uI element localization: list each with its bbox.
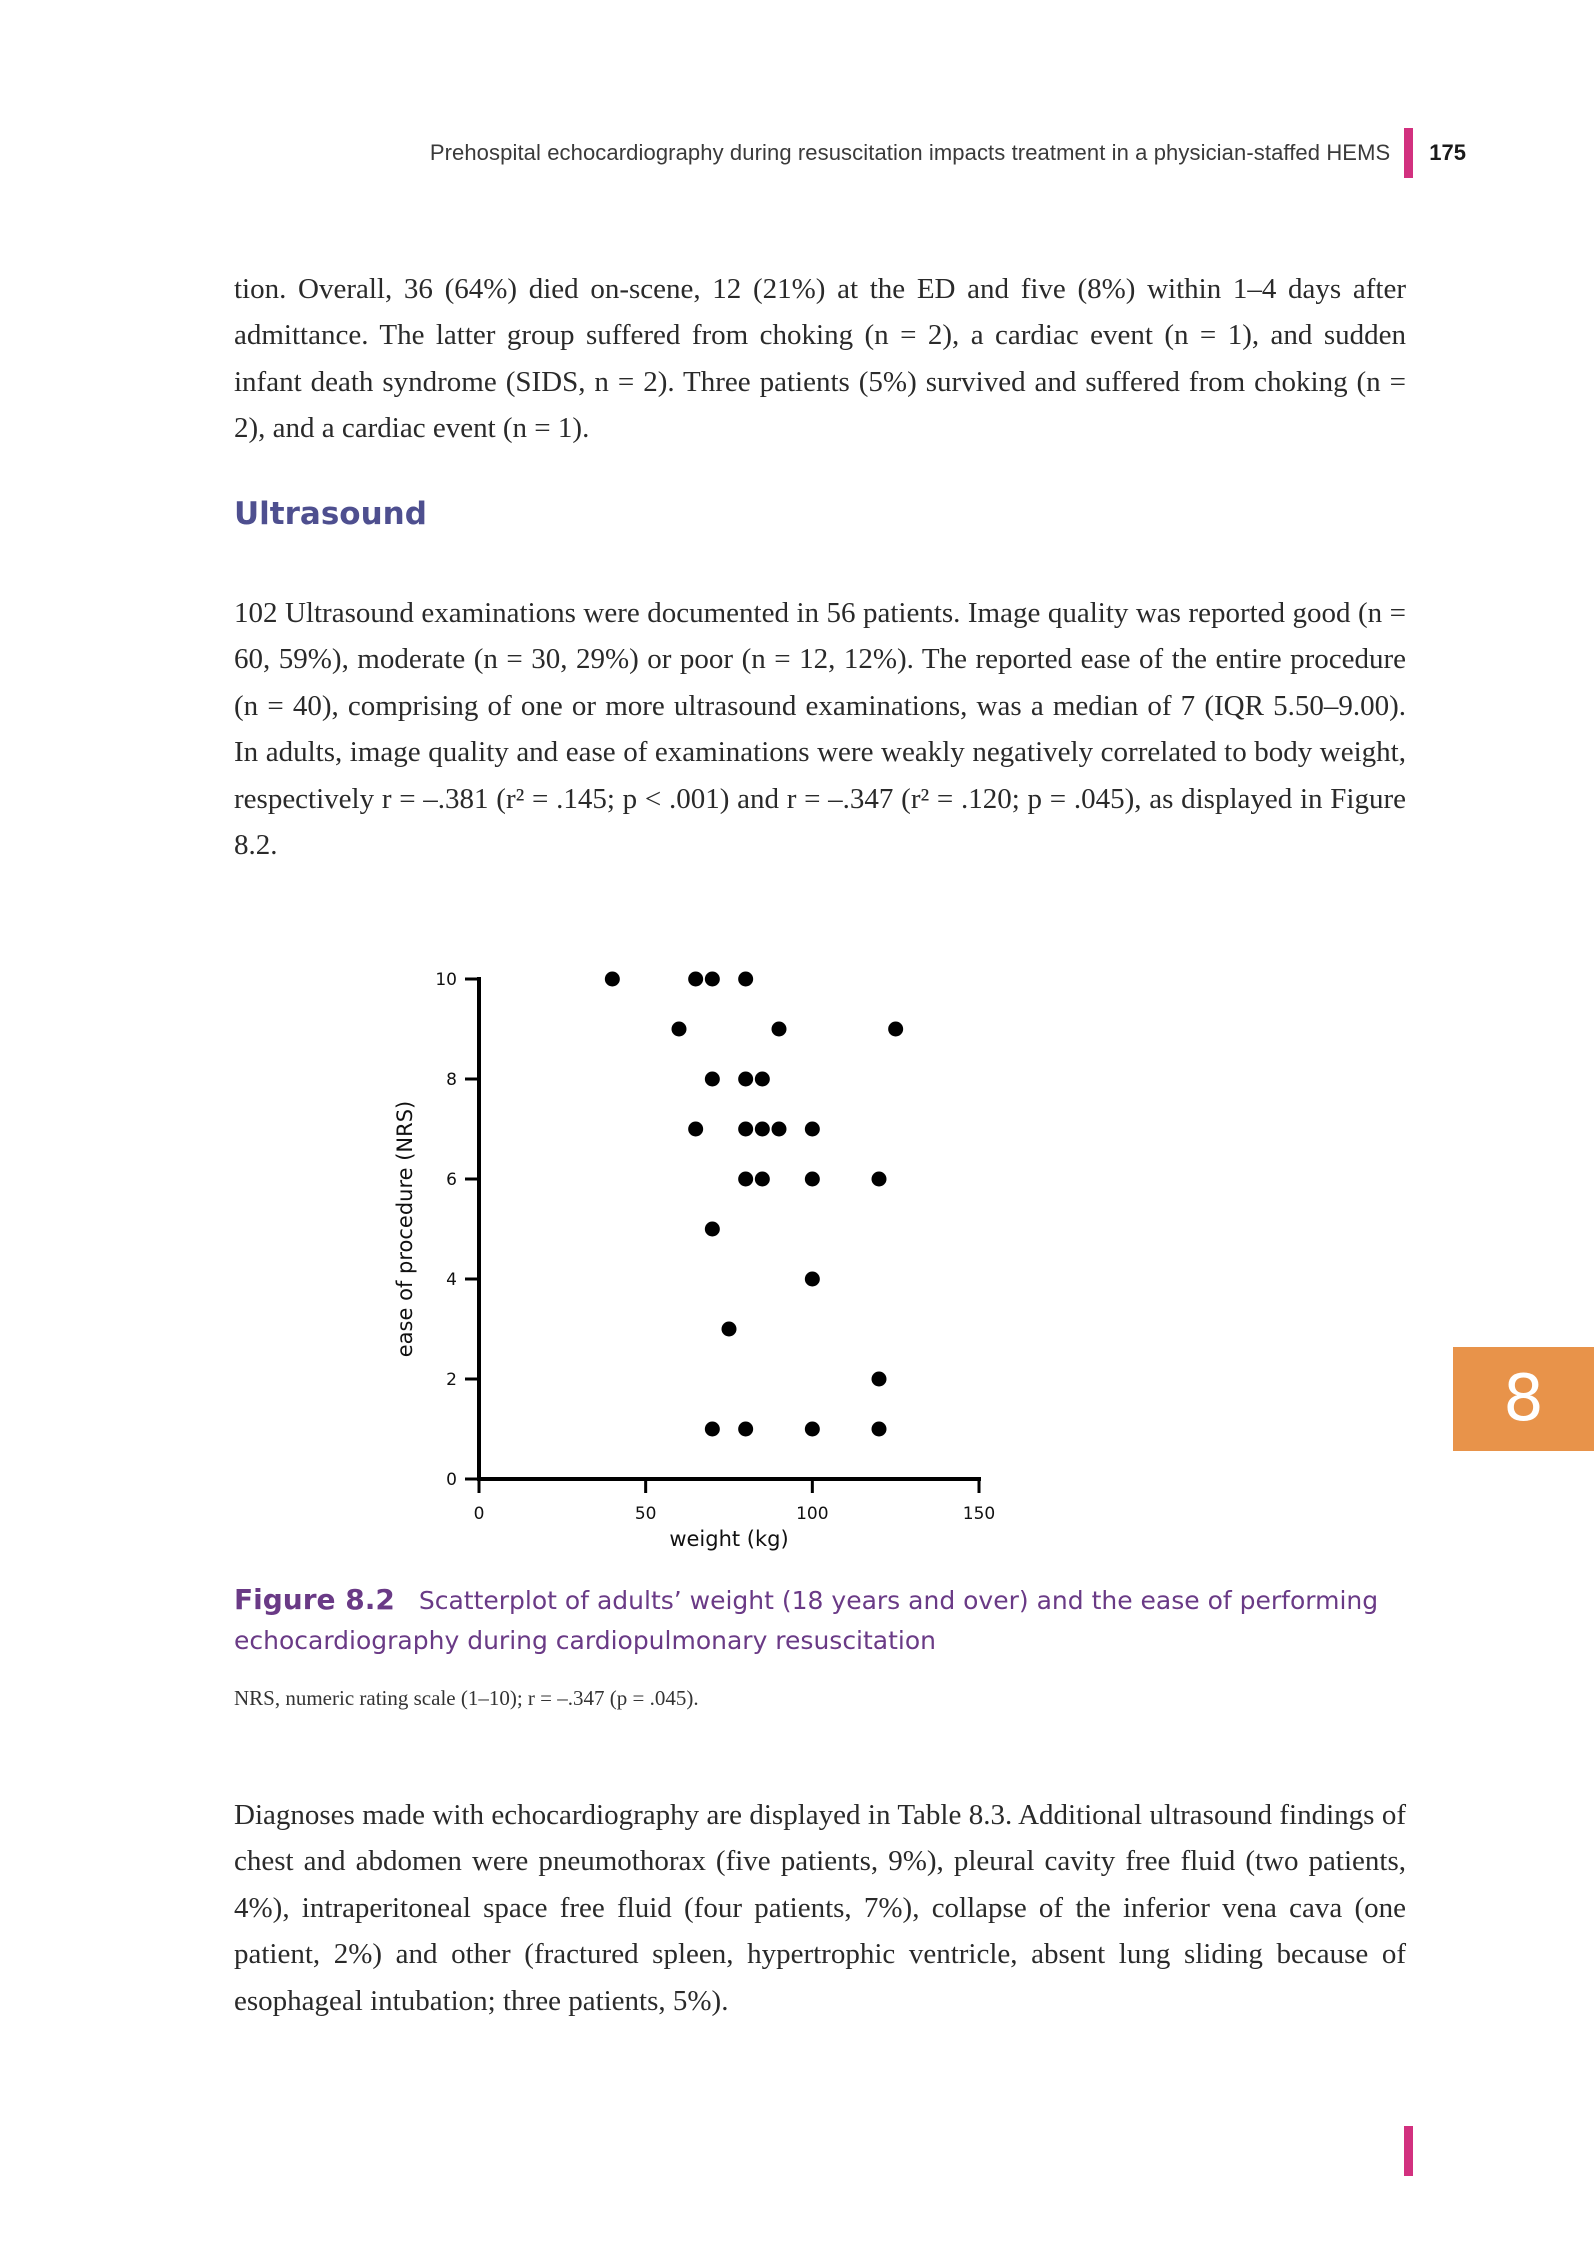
data-point xyxy=(738,1172,753,1187)
data-point xyxy=(688,972,703,987)
data-point xyxy=(705,1222,720,1237)
x-tick-label: 50 xyxy=(634,1504,657,1524)
figure-label: Figure 8.2 xyxy=(234,1583,395,1616)
y-tick-label: 10 xyxy=(435,970,457,990)
scatter-chart xyxy=(370,940,1270,1560)
data-point xyxy=(738,1422,753,1437)
data-point xyxy=(772,1022,787,1037)
data-point xyxy=(755,1072,770,1087)
data-point xyxy=(755,1172,770,1187)
y-tick-label: 0 xyxy=(446,1470,457,1490)
footer-accent-bar xyxy=(1404,2126,1413,2176)
running-header xyxy=(430,128,1466,178)
data-point xyxy=(605,972,620,987)
data-point xyxy=(888,1022,903,1037)
paragraph-ultrasound: 102 Ultrasound examinations were documented in 56 patients. Image quality was reported good (n = 60, 59%), moderate (n = 30, 29%) or poor (n = 12, 12%). The reported ease of the entire procedure (n = 40), comprising of one or more ultrasound examinations, was a median of 7 (IQR 5.50–9.00). In adults, image quality and ease of examinations were weakly negatively correlated to body weight, respectively r = –.381 (r² = .145; p < .001) and r = –.347 (r² = .120; p = .045), as displayed in Figure 8.2. xyxy=(234,597,1406,862)
data-point xyxy=(805,1272,820,1287)
paragraph-mortality: tion. Overall, 36 (64%) died on-scene, 12 (21%) at the ED and five (8%) within 1–4 days after admittance. The latter group suffered from choking (n = 2), a cardiac event (n = 1), and sudden infant death syndrome (SIDS, n = 2). Three patients (5%) survived and suffered from choking (n = 2), and a cardiac event (n = 1). xyxy=(234,273,1406,445)
data-point xyxy=(738,1072,753,1087)
y-tick-label: 6 xyxy=(446,1170,457,1190)
figure-caption-text: Scatterplot of adults’ weight (18 years and over) and the ease of performing echocardiography during cardiopulmonary resuscitation xyxy=(234,1586,1379,1655)
data-point xyxy=(705,1422,720,1437)
data-point xyxy=(688,1122,703,1137)
data-point xyxy=(872,1372,887,1387)
y-axis-label: ease of procedure (NRS) xyxy=(393,1100,417,1358)
y-tick-label: 4 xyxy=(446,1270,457,1290)
data-point xyxy=(872,1172,887,1187)
y-tick-label: 2 xyxy=(446,1370,457,1390)
data-point xyxy=(805,1122,820,1137)
figure-note: NRS, numeric rating scale (1–10); r = –.347 (p = .045). xyxy=(234,1686,699,1710)
chapter-tab: 8 xyxy=(1453,1347,1594,1451)
section-heading-ultrasound: Ultrasound xyxy=(234,496,427,532)
data-point xyxy=(738,1122,753,1137)
data-point xyxy=(772,1122,787,1137)
data-point xyxy=(672,1022,687,1037)
figure-scatterplot xyxy=(370,940,1270,1560)
running-title: Prehospital echocardiography during resuscitation impacts treatment in a physician-staffed HEMS xyxy=(429,140,1391,165)
x-tick-label: 0 xyxy=(473,1504,485,1524)
data-point xyxy=(805,1172,820,1187)
data-point xyxy=(705,1072,720,1087)
paragraph-diagnoses: Diagnoses made with echocardiography are displayed in Table 8.3. Additional ultrasound findings of chest and abdomen were pneumothorax (five patients, 9%), pleural cavity free fluid (two patients, 4%), intraperitoneal space free fluid (four patients, 7%), collapse of the inferior vena cava (one patient, 2%) and other (fractured spleen, hypertrophic ventricle, absent lung sliding because of esophageal intubation; three patients, 5%). xyxy=(234,1799,1406,2017)
data-point xyxy=(722,1322,737,1337)
figure-caption xyxy=(234,1580,1384,1661)
header-accent-bar xyxy=(1404,128,1413,178)
x-axis-label: weight (kg) xyxy=(669,1527,789,1551)
data-point xyxy=(805,1422,820,1437)
x-tick-label: 100 xyxy=(796,1504,829,1524)
y-tick-label: 8 xyxy=(446,1070,457,1090)
x-tick-label: 150 xyxy=(962,1504,996,1524)
data-point xyxy=(872,1422,887,1437)
data-point xyxy=(705,972,720,987)
page-number: 175 xyxy=(1429,140,1466,165)
data-point xyxy=(738,972,753,987)
data-point xyxy=(755,1122,770,1137)
